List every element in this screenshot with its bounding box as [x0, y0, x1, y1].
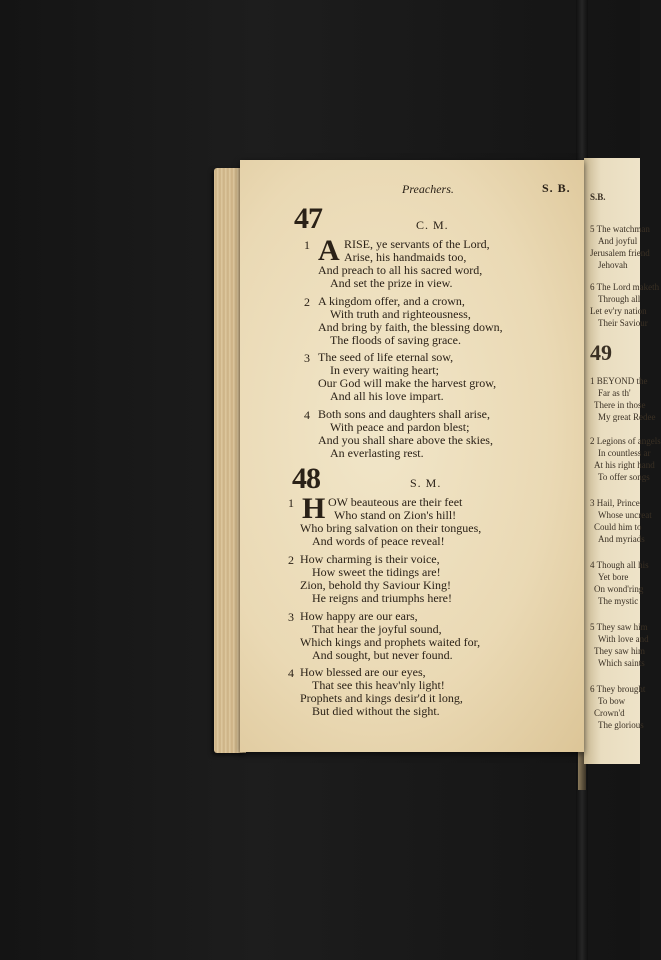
facing-line: 6 They brought — [590, 684, 646, 694]
facing-line: In countless ar — [598, 448, 651, 458]
verse-number: 4 — [304, 408, 310, 422]
facing-line: And myriads — [598, 534, 645, 544]
drop-cap: H — [302, 492, 326, 525]
hymn-meter: S. M. — [410, 476, 442, 490]
facing-line: Through all — [598, 294, 641, 304]
verse-number: 3 — [304, 351, 310, 365]
verse-line: How sweet the tidings are! — [312, 565, 441, 579]
verse-line: With peace and pardon blest; — [330, 420, 470, 434]
facing-line: Their Saviour — [598, 318, 648, 328]
facing-line: Jerusalem friend — [590, 248, 650, 258]
hymn-meter: C. M. — [416, 218, 449, 232]
facing-line: Let ev'ry nation — [590, 306, 647, 316]
facing-line: At his right hand — [594, 460, 655, 470]
verse-line: And all his love impart. — [330, 389, 444, 403]
verse-line: A kingdom offer, and a crown, — [318, 294, 465, 308]
facing-line: 6 The Lord maketh — [590, 282, 660, 292]
page-signature: S. B. — [542, 181, 571, 195]
verse-line: And sought, but never found. — [312, 648, 453, 662]
verse-line: The seed of life eternal sow, — [318, 350, 454, 364]
verse-line: And words of peace reveal! — [312, 534, 445, 548]
facing-line: They saw him — [594, 646, 645, 656]
facing-line: On wond'ring — [594, 584, 644, 594]
facing-line: The mystic — [598, 596, 639, 606]
verse-line: Both sons and daughters shall arise, — [318, 407, 490, 421]
facing-page-signature: S.B. — [590, 192, 606, 202]
facing-line: 1 BEYOND the — [590, 376, 648, 386]
drop-cap: A — [318, 234, 340, 267]
verse-number: 1 — [288, 496, 294, 510]
verse-line: Arise, his handmaids too, — [344, 250, 467, 264]
verse-line: An everlasting rest. — [330, 446, 424, 460]
verse-number: 1 — [304, 238, 310, 252]
facing-line: 2 Legions of angels — [590, 436, 661, 446]
verse-line: And set the prize in view. — [330, 276, 453, 290]
facing-line: Far as th' — [598, 388, 631, 398]
verse-line: OW beauteous are their feet — [328, 495, 463, 509]
verse-line: That hear the joyful sound, — [312, 622, 442, 636]
verse-line: That see this heav'nly light! — [312, 678, 445, 692]
facing-line: There in those — [594, 400, 646, 410]
verse-line: Which kings and prophets waited for, — [300, 635, 481, 649]
verse-number: 3 — [288, 610, 294, 624]
verse-line: In every waiting heart; — [330, 363, 439, 377]
facing-line: Crown'd — [594, 708, 625, 718]
facing-line: With love and — [598, 634, 649, 644]
page-running-title: Preachers. — [402, 182, 454, 196]
facing-page — [584, 158, 661, 764]
verse-line: And you shall share above the skies, — [318, 433, 493, 447]
verse-line: How blessed are our eyes, — [300, 665, 426, 679]
verse-line: He reigns and triumphs here! — [312, 591, 452, 605]
verse-line: And bring by faith, the blessing down, — [318, 320, 503, 334]
facing-line: To offer songs — [598, 472, 650, 482]
verse-line: Zion, behold thy Saviour King! — [300, 578, 451, 592]
facing-hymn-number: 49 — [590, 340, 612, 365]
facing-line: 4 Though all his — [590, 560, 649, 570]
verse-number: 4 — [288, 666, 294, 680]
verse-number: 2 — [288, 553, 294, 567]
facing-line: To bow — [598, 696, 626, 706]
verse-line: Our God will make the harvest grow, — [318, 376, 497, 390]
verse-number: 2 — [304, 295, 310, 309]
verse-line: RISE, ye servants of the Lord, — [344, 237, 490, 251]
verse-line: But died without the sight. — [312, 704, 440, 718]
facing-line: Jehovah — [598, 260, 628, 270]
facing-line: 3 Hail, Prince — [590, 498, 640, 508]
facing-line: Which saints — [598, 658, 645, 668]
facing-line: Yet bore — [598, 572, 629, 582]
verse-line: How happy are our ears, — [300, 609, 418, 623]
verse-line: The floods of saving grace. — [330, 333, 461, 347]
facing-line: Whose uncreat — [598, 510, 652, 520]
verse-line: Who bring salvation on their tongues, — [300, 521, 482, 535]
facing-line: 5 The watchman — [590, 224, 650, 234]
verse-line: How charming is their voice, — [300, 552, 440, 566]
facing-line: 5 They saw him — [590, 622, 648, 632]
hymn-number: 48 — [292, 462, 320, 495]
facing-line: My great Redee — [598, 412, 656, 422]
facing-line: And joyful — [598, 236, 638, 246]
verse-line: And preach to all his sacred word, — [318, 263, 483, 277]
hymnal-page — [240, 160, 584, 752]
verse-line: Who stand on Zion's hill! — [334, 508, 457, 522]
facing-line: Could him to — [594, 522, 642, 532]
verse-line: Prophets and kings desir'd it long, — [300, 691, 463, 705]
hymn-number: 47 — [294, 202, 322, 235]
facing-line: The glorious — [598, 720, 644, 730]
verse-line: With truth and righteousness, — [330, 307, 471, 321]
